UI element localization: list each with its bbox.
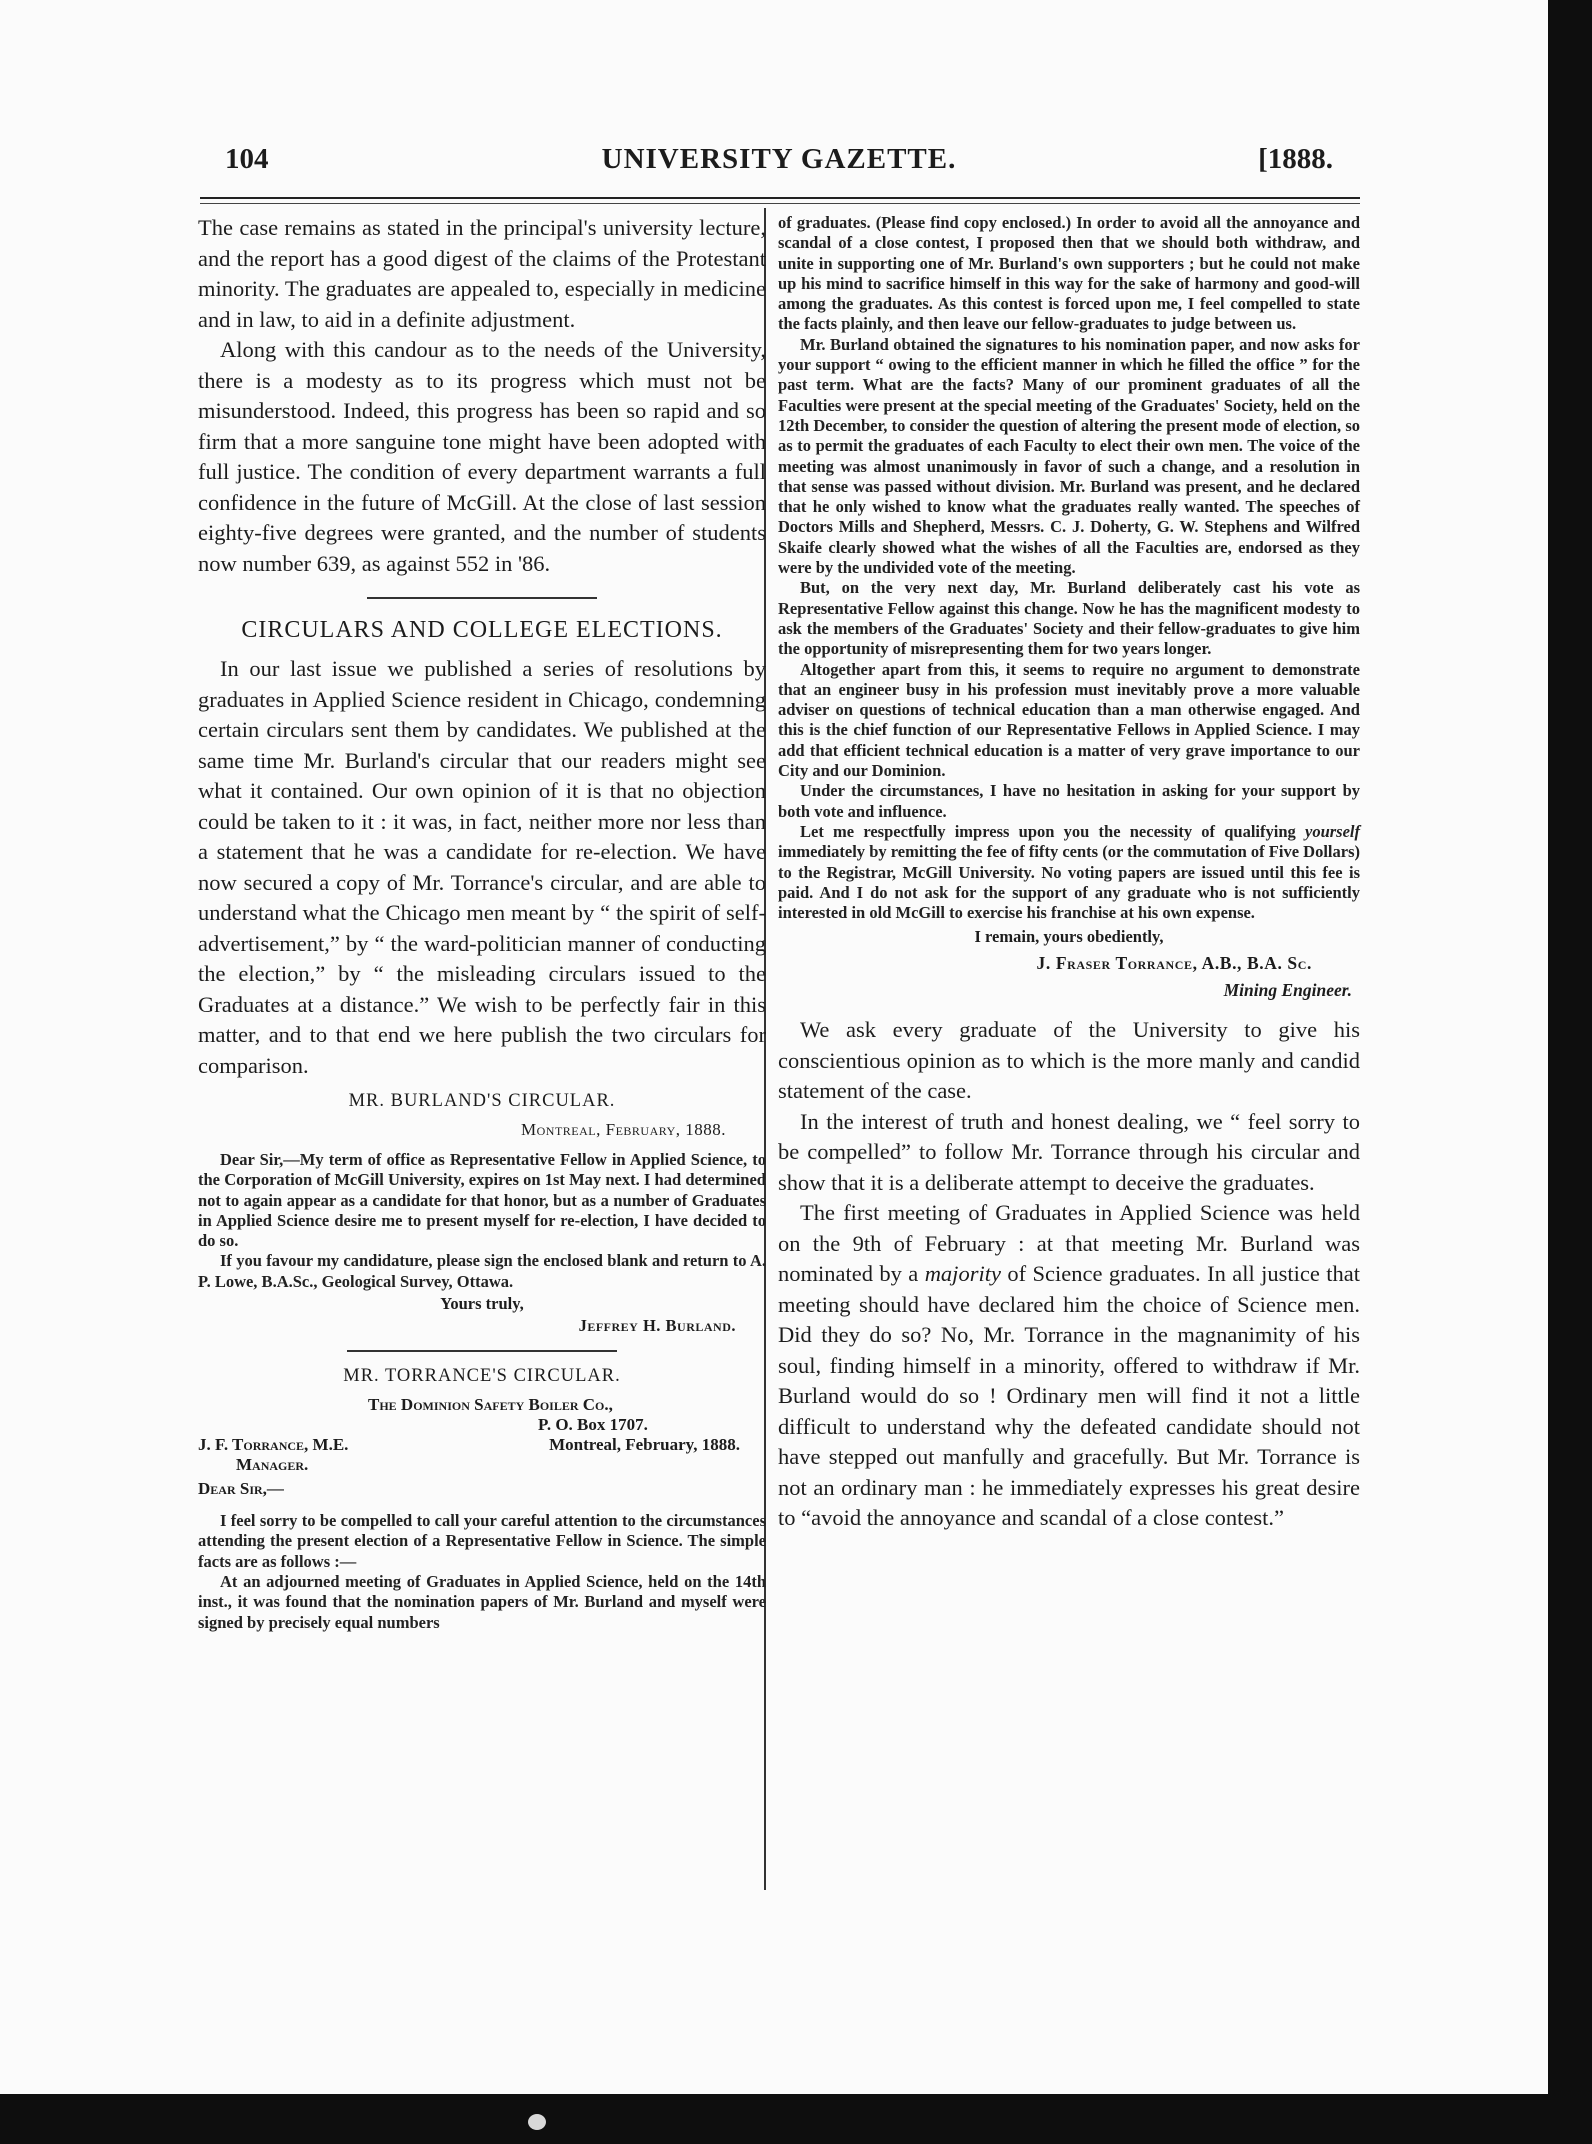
torrance-date: Montreal, February, 1888. (549, 1435, 740, 1455)
issue-year: [1888. (1258, 143, 1333, 175)
torrance-circular-support: Under the circumstances, I have no hesitation in asking for your support by both vote and influence. (778, 781, 1360, 821)
page-number: 104 (225, 143, 269, 175)
torrance-sender-row (198, 1435, 766, 1455)
paragraph-university-progress: Along with this candour as to the needs of the University, there is a modesty as to its progress which must not be misunderstood. Indeed, this progress has been so rapid and so firm that a more sanguine tone might have been adopted with full justice. The condition of every department warrants a full confidence in the future of McGill. At the close of last session eighty-five degrees were granted, and the number of students now number 639, as against 552 in '86. (198, 337, 766, 576)
header-rule (200, 197, 1360, 199)
section-title: CIRCULARS AND COLLEGE ELECTIONS. (241, 617, 723, 643)
torrance-pobox: P. O. Box 1707. (538, 1415, 648, 1435)
torrance-sender: J. F. Torrance, M.E. (198, 1435, 349, 1455)
section-divider (367, 597, 597, 599)
torrance-company: The Dominion Safety Boiler Co., (368, 1395, 613, 1415)
torrance-title: Manager. (236, 1455, 309, 1475)
torrance-circular-facts: Mr. Burland obtained the signatures to his nomination paper, and now asks for your support “ owing to the efficient manner in which he filled the office ” for the past term. What are the facts? Many of our prominent graduates of all the Faculties were present at the special meeting of the Graduates' Society, held on the 12th December, to consider the question of altering the present mode of election, so as to permit the graduates of each Faculty to elect their own men. The voice of the meeting was almost unanimously in favor of such a change, and a resolution in that sense was passed without division. Mr. Burland was present, and he declared that he only wished to know what the graduates really wanted. The speeches of Doctors Mills and Shepherd, Messrs. C. J. Doherty, G. W. Stephens and Wilfred Skaife clearly showed what the wishes of all the Faculties are, endorsed as they were by the undivided vote of the meeting. (778, 334, 1360, 578)
paragraph-truth-dealing: In the interest of truth and honest dealing, we “ feel sorry to be compelled” to follow Mr. Torrance through his circular and show that it is a deliberate attempt to deceive the graduates. (778, 1108, 1360, 1195)
page-header (225, 143, 1333, 191)
paragraph-principal-lecture: The case remains as stated in the principal's university lecture, and the report has a good digest of the claims of the Protestant minority. The graduates are appealed to, especially in medicine and in law, to aid in a definite adjustment. (198, 215, 766, 332)
fee-text-start: Let me respectfully impress upon you the necessity of qualifying (800, 821, 1305, 841)
torrance-closing: I remain, yours obediently, (974, 927, 1164, 947)
burland-closing: Yours truly, (440, 1294, 524, 1314)
meeting-text-emphasis: majority (924, 1261, 1001, 1287)
torrance-circular-body: I feel sorry to be compelled to call your careful attention to the circumstances attending the present election of a Representative Fellow in Science. The simple facts are as follows :— (198, 1511, 766, 1571)
burland-dateline: Montreal, February, 1888. (521, 1120, 726, 1139)
left-column (198, 213, 766, 1633)
torrance-circular-continued: of graduates. (Please find copy enclosed.) In order to avoid all the annoyance and scandal of a close contest, I proposed then that we should both withdraw, and unite in supporting one of Mr. Burland's own supporters ; but he could not make up his mind to sacrifice himself in this way for the sake of harmony and good-will among the graduates. As this contest is forced upon me, I feel compelled to state the facts plainly, and then leave our fellow-graduates to judge between us. (778, 213, 1360, 334)
header-rule-thin (200, 203, 1360, 204)
paragraph-ask-graduates: We ask every graduate of the University to give his conscientious opinion as to which is the more manly and candid statement of the case. (778, 1017, 1360, 1104)
right-column (778, 213, 1360, 1534)
torrance-salutation: Dear Sir,— (198, 1479, 284, 1499)
burland-circular-heading: MR. BURLAND'S CIRCULAR. (348, 1091, 616, 1111)
torrance-circular-engineer: Altogether apart from this, it seems to require no argument to demonstrate that an engineer busy in his profession must inevitably prove a more valuable adviser on questions of technical education than a man otherwise engaged. And this is the chief function of our Representative Fellows in Applied Science. I may add that efficient technical education is a matter of very grave importance to our City and our Dominion. (778, 659, 1360, 781)
paragraph-first-meeting (778, 1198, 1360, 1534)
torrance-circular-fee (778, 822, 1360, 923)
torrance-signature: J. Fraser Torrance, A.B., B.A. Sc. (1036, 953, 1312, 974)
circular-divider (347, 1350, 617, 1352)
paragraph-circulars-intro: In our last issue we published a series of resolutions by graduates in Applied Science resident in Chicago, condemning certain circulars sent them by candidates. We published at the same time Mr. Burland's circular that our readers might see what it contained. Our own opinion of it is that no objection could be taken to it : it was, in fact, neither more nor less than a statement that he was a candidate for re-election. We have now secured a copy of Mr. Torrance's circular, and are able to understand what the Chicago men meant by “ the spirit of self-advertisement,” by “ the ward-politician manner of conducting the election,” by “ the misleading circulars issued to the Graduates at a distance.” We wish to be perfectly fair in this matter, and to that end we here publish the two circulars for comparison. (198, 656, 766, 1078)
scan-edge-bottom (0, 2094, 1592, 2144)
torrance-circular-vote: But, on the very next day, Mr. Burland deliberately cast his vote as Representative Fellow against this change. Now he has the magnificent modesty to ask the members of the Graduates' Society and their fellow-graduates to give him the opportunity of misrepresenting them for two years longer. (778, 578, 1360, 659)
torrance-circular-meeting: At an adjourned meeting of Graduates in Applied Science, held on the 14th inst., it was found that the nomination papers of Mr. Burland and myself were signed by precisely equal numbers (198, 1571, 766, 1632)
scan-mark (528, 2114, 546, 2130)
meeting-text-start: The first meeting of Graduates in Applied Science was held on the 9th of February : at that meeting Mr. Burland was nominated by a (778, 1200, 1360, 1287)
torrance-circular-heading: MR. TORRANCE'S CIRCULAR. (343, 1366, 621, 1387)
burland-signature: Jeffrey H. Burland. (578, 1316, 736, 1336)
scan-edge-right (1548, 0, 1592, 2144)
burland-circular-body: Dear Sir,—My term of office as Representative Fellow in Applied Science, to the Corporation of McGill University, expires on 1st May next. I had determined not to again appear as a candidate for that honor, but as a number of Graduates in Applied Science desire me to present myself for re-election, I have decided to do so. (198, 1150, 766, 1251)
meeting-text-end: of Science graduates. In all justice that meeting should have declared him the choice of Science men. Did they do so? No, Mr. Torrance in the magnanimity of his soul, finding himself in a minority, offered to withdraw if Mr. Burland would do so ! Ordinary men will find it not a little difficult to understand why the defeated candidate should not have stepped out manfully and gracefully. But Mr. Torrance is not an ordinary man : he immediately expresses his great desire to “avoid the annoyance and scandal of a close contest.” (778, 1261, 1361, 1531)
running-title: UNIVERSITY GAZETTE. (601, 143, 957, 175)
fee-text-end: immediately by remitting the fee of fifty cents (or the commutation of Five Dollars) to the Registrar, McGill University. No voting papers are issued until this fee is paid. And I do not ask for the support of any graduate who is not sufficiently interested in old McGill to exercise his franchise at his own expense. (778, 842, 1360, 923)
fee-text-emphasis: yourself (1305, 821, 1360, 841)
torrance-signature-title: Mining Engineer. (1223, 980, 1352, 1001)
burland-circular-request: If you favour my candidature, please sign the enclosed blank and return to A. P. Lowe, B.A.Sc., Geological Survey, Ottawa. (198, 1251, 766, 1291)
